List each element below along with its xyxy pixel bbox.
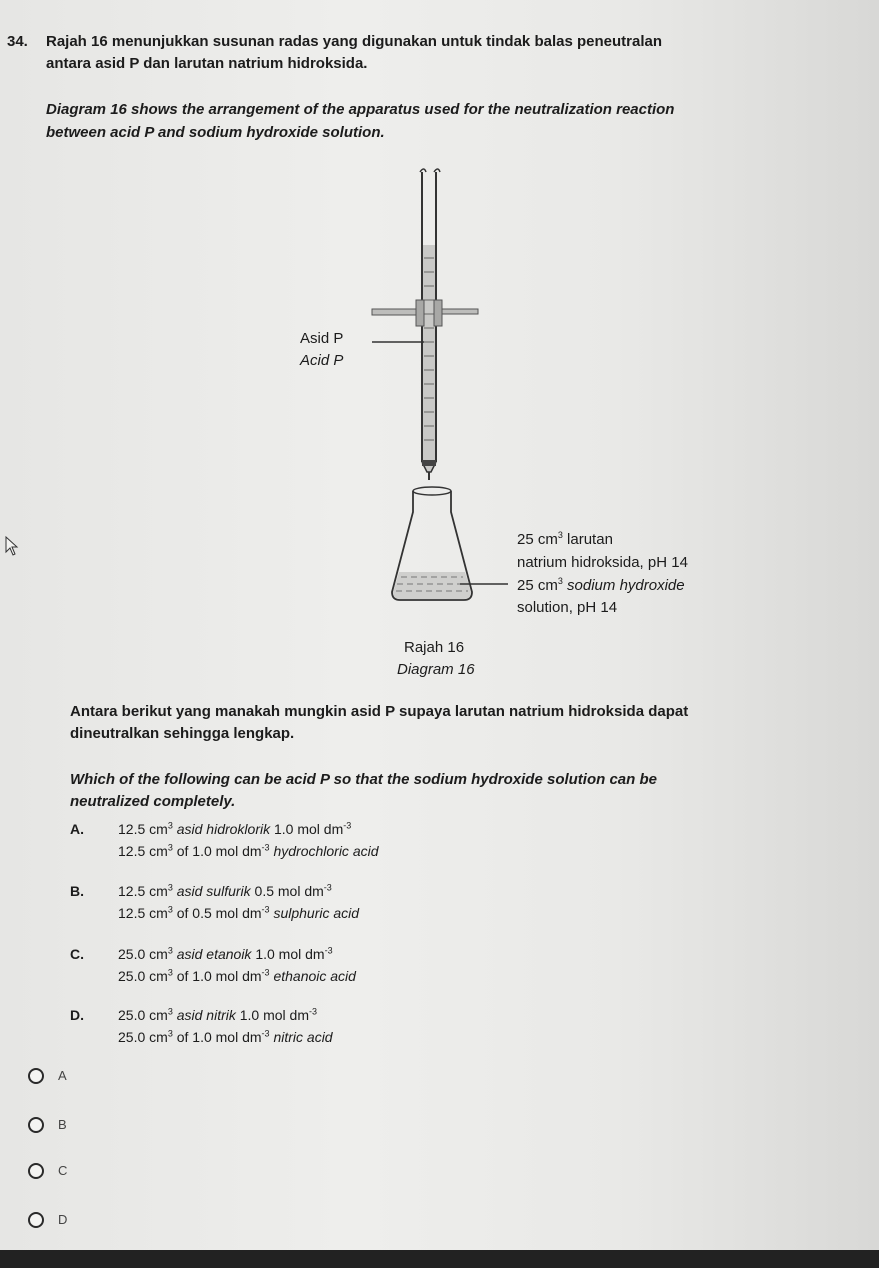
answer-radio-c[interactable] (28, 1163, 44, 1179)
option-english-line: 12.5 $cm^3$ of 1.0 mol $dm^{-3}$ hydrochloric acid (118, 842, 379, 859)
flask-label-malay-line2: natrium hidroksida, pH 14 (517, 554, 688, 571)
option-malay-line: 25.0 $cm^3$ asid etanoik 1.0 mol $dm^{-3}$ (118, 945, 333, 962)
option-letter: D. (70, 1007, 84, 1023)
conical-flask (392, 487, 472, 600)
question-number: 34. (7, 33, 28, 50)
question-english-line2: between acid P and sodium hydroxide solution. (46, 124, 385, 141)
prompt-english-line1: Which of the following can be acid P so that the sodium hydroxide solution can be (70, 771, 657, 788)
option-malay-line: 12.5 $cm^3$ asid sulfurik 0.5 mol $dm^{-3}$ (118, 882, 332, 899)
answer-label-c[interactable]: C (58, 1163, 68, 1178)
option-letter: C. (70, 946, 84, 962)
flask-label-english-line2: solution, pH 14 (517, 599, 618, 616)
option-english-line: 12.5 $cm^3$ of 0.5 mol $dm^{-3}$ sulphuric acid (118, 904, 360, 921)
option-malay-line: 12.5 $cm^3$ asid hidroklorik 1.0 mol $dm^{-3}$ (118, 820, 352, 837)
question-malay-line1: Rajah 16 menunjukkan susunan radas yang digunakan untuk tindak balas peneutralan (46, 33, 662, 50)
prompt-english-line2: neutralized completely. (70, 793, 236, 810)
answer-label-d[interactable]: D (58, 1212, 68, 1227)
question-english-line1: Diagram 16 shows the arrangement of the apparatus used for the neutralization reaction (46, 101, 675, 118)
option-malay-line: 25.0 $cm^3$ asid nitrik 1.0 mol $dm^{-3}$ (118, 1006, 318, 1023)
question-malay-line2: antara asid P dan larutan natrium hidroksida. (46, 55, 368, 72)
option-letter: B. (70, 883, 84, 899)
label-acid-malay: Asid P (300, 330, 344, 347)
diagram-caption-malay: Rajah 16 (404, 639, 465, 656)
answer-radio-d[interactable] (28, 1212, 44, 1228)
answer-label-b[interactable]: B (58, 1117, 67, 1132)
flask-label-english-line1: 25 $cm^3$ sodium hydroxide (517, 576, 685, 594)
answer-radio-a[interactable] (28, 1068, 44, 1084)
label-acid-english: Acid P (300, 352, 344, 369)
option-letter: A. (70, 821, 84, 837)
option-english-line: 25.0 $cm^3$ of 1.0 mol $dm^{-3}$ ethanoic acid (118, 967, 356, 984)
flask-label-malay-line1: 25 $cm^3$ larutan (517, 530, 613, 548)
answer-label-a[interactable]: A (58, 1068, 67, 1083)
bottom-bar (0, 1250, 879, 1268)
option-english-line: 25.0 $cm^3$ of 1.0 mol $dm^{-3}$ nitric acid (118, 1028, 333, 1045)
answer-radio-b[interactable] (28, 1117, 44, 1133)
prompt-malay-line1: Antara berikut yang manakah mungkin asid P supaya larutan natrium hidroksida dapat (70, 703, 689, 720)
diagram-caption-english: Diagram 16 (397, 661, 475, 678)
prompt-malay-line2: dineutralkan sehingga lengkap. (70, 725, 295, 742)
mouse-cursor-icon (6, 537, 17, 555)
